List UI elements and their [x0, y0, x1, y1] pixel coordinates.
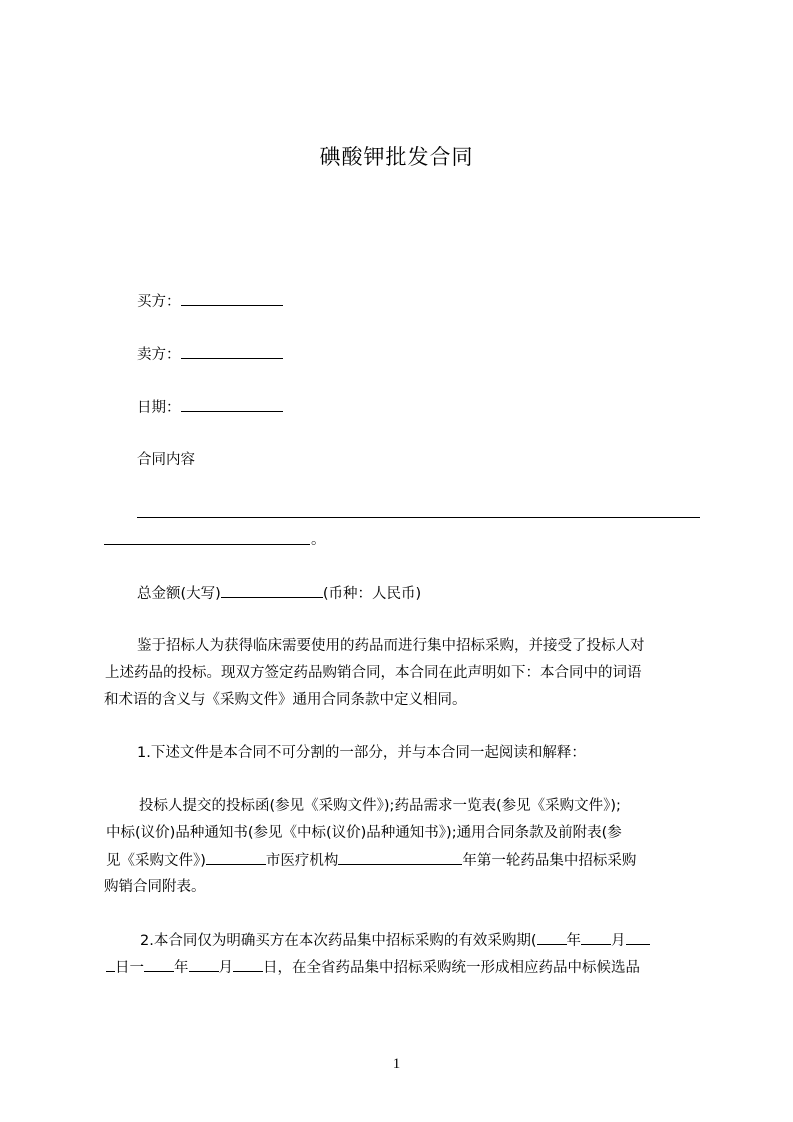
- start-year-blank: [537, 930, 567, 945]
- start-month-label: 月: [611, 933, 626, 949]
- para2-line3-mid: 市医疗机构: [265, 853, 339, 869]
- end-month-label: 月: [218, 960, 233, 976]
- content-blank-line-2: [104, 544, 310, 545]
- item2-line1: [140, 930, 700, 951]
- content-label: 合同内容: [137, 452, 195, 468]
- para2-line3: [106, 850, 702, 871]
- end-day-label: 日: [263, 960, 278, 976]
- seller-blank: [181, 344, 283, 359]
- content-end-mark: 。: [311, 532, 326, 548]
- document-title: 碘酸钾批发合同: [319, 145, 474, 169]
- content-blank-line-1: [137, 517, 700, 518]
- item1-text: 1.下述文件是本合同不可分割的一部分，并与本合同一起阅读和解释：: [137, 745, 586, 761]
- para2-line2: 中标(议价)品种通知书(参见《中标(议价)品种通知书》);通用合同条款及前附表(参: [106, 825, 622, 841]
- institution-blank: [338, 850, 462, 865]
- start-month-blank: [581, 930, 611, 945]
- buyer-label: 买方：: [137, 294, 181, 310]
- date-field: [137, 397, 283, 418]
- date-blank: [181, 397, 283, 412]
- day-to-label: 日一: [115, 960, 144, 976]
- seller-field: [137, 344, 283, 365]
- para2-line3-start: 见《采购文件》): [106, 853, 206, 869]
- para2-line1: 投标人提交的投标函(参见《采购文件》);药品需求一览表(参见《采购文件》);: [139, 798, 621, 814]
- start-day-blank-a: [626, 930, 650, 945]
- para2-line4: 购销合同附表。: [104, 879, 206, 895]
- item2-line2-tail: ，在全省药品集中招标采购统一形成相应药品中标候选品: [277, 960, 640, 976]
- para1-line2: 上述药品的投标。现双方签定药品购销合同，本合同在此声明如下：本合同中的词语: [105, 665, 642, 681]
- buyer-field: [137, 291, 283, 312]
- para1-line1: 鉴于招标人为获得临床需要使用的药品而进行集中招标采购，并接受了投标人对: [137, 638, 645, 654]
- start-day-blank-b: [106, 957, 115, 972]
- item2-line2: [106, 957, 700, 978]
- page-number: 1: [392, 1056, 401, 1072]
- currency-note: (币种：人民币): [322, 586, 422, 602]
- item2-line1-text: 2.本合同仅为明确买方在本次药品集中招标采购的有效采购期(: [140, 933, 537, 949]
- end-day-blank: [233, 957, 263, 972]
- city-blank: [206, 850, 266, 865]
- start-year-label: 年: [566, 933, 581, 949]
- end-year-blank: [144, 957, 174, 972]
- date-label: 日期：: [137, 400, 181, 416]
- buyer-blank: [181, 291, 283, 306]
- total-amount-label: 总金额(大写): [137, 586, 221, 602]
- para2-line3-end: 年第一轮药品集中招标采购: [462, 853, 637, 869]
- total-amount-field: [137, 583, 421, 604]
- seller-label: 卖方：: [137, 347, 181, 363]
- end-month-blank: [189, 957, 219, 972]
- end-year-label: 年: [174, 960, 189, 976]
- para1-line3: 和术语的含义与《采购文件》通用合同条款中定义相同。: [104, 692, 467, 708]
- total-amount-blank: [221, 583, 323, 598]
